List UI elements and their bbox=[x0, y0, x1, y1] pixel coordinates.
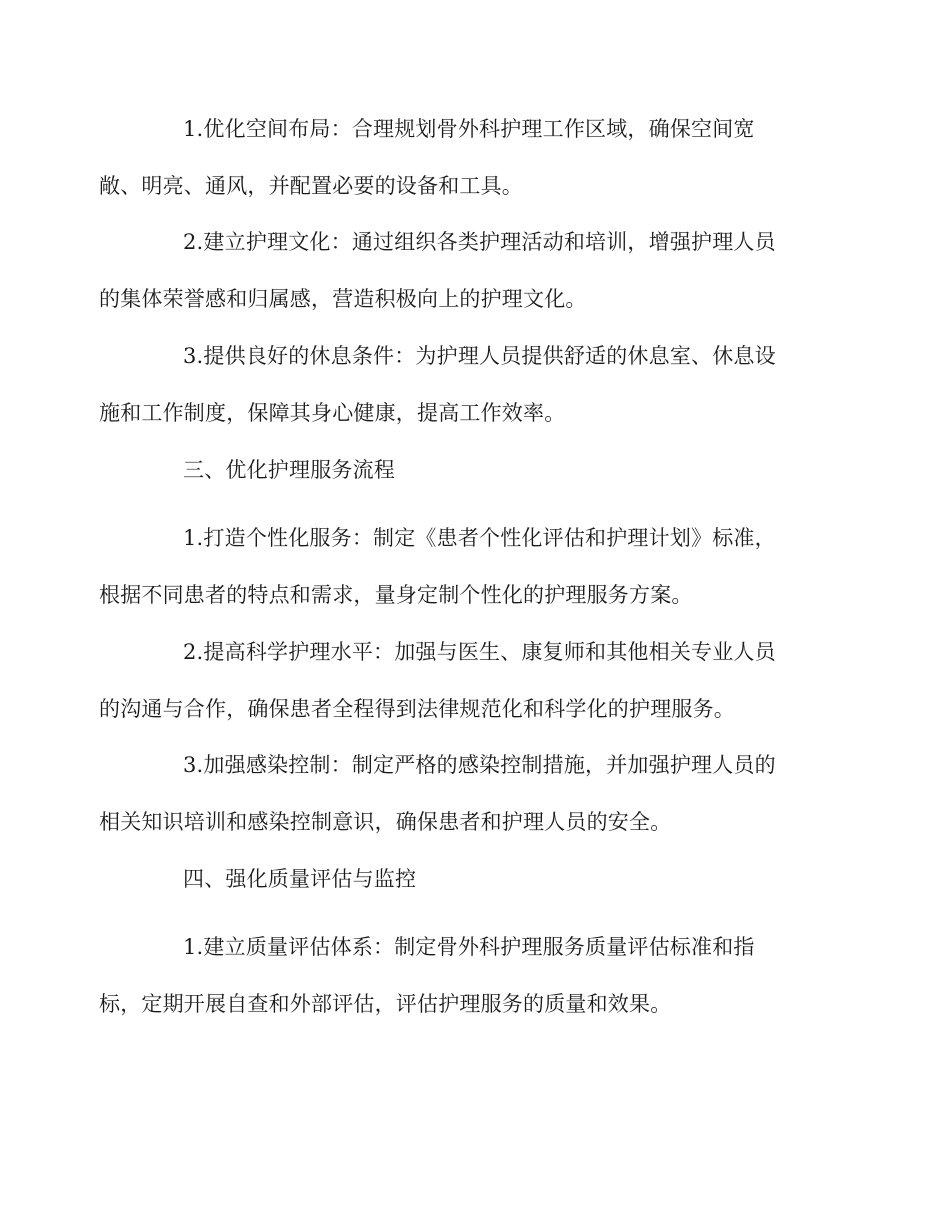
paragraph-line: 敞、明亮、通风，并配置必要的设备和工具。 bbox=[99, 174, 523, 198]
section-heading-4: 四、强化质量评估与监控 bbox=[183, 867, 417, 891]
paragraph-line: 1.建立质量评估体系：制定骨外科护理服务质量评估标准和指 bbox=[183, 935, 755, 959]
paragraph-rest-conditions bbox=[99, 328, 811, 442]
paragraph-line: 的集体荣誉感和归属感，营造积极向上的护理文化。 bbox=[99, 287, 587, 311]
paragraph-nursing-culture bbox=[99, 214, 811, 328]
paragraph-quality-system bbox=[99, 919, 811, 1033]
paragraph-line: 1.优化空间布局：合理规划骨外科护理工作区域，确保空间宽 bbox=[183, 117, 755, 141]
paragraph-scientific-nursing bbox=[99, 624, 811, 738]
paragraph-line: 根据不同患者的特点和需求，量身定制个性化的护理服务方案。 bbox=[99, 583, 693, 607]
paragraph-line: 的沟通与合作，确保患者全程得到法律规范化和科学化的护理服务。 bbox=[99, 697, 735, 721]
paragraph-line: 施和工作制度，保障其身心健康，提高工作效率。 bbox=[99, 401, 566, 425]
paragraph-line: 2.提高科学护理水平：加强与医生、康复师和其他相关专业人员 bbox=[183, 640, 776, 664]
paragraph-line: 标，定期开展自查和外部评估，评估护理服务的质量和效果。 bbox=[99, 992, 672, 1016]
section-heading-3: 三、优化护理服务流程 bbox=[183, 458, 395, 482]
paragraph-optimize-space bbox=[99, 101, 811, 215]
paragraph-line: 3.提供良好的休息条件：为护理人员提供舒适的休息室、休息设 bbox=[183, 344, 776, 368]
paragraph-line: 2.建立护理文化：通过组织各类护理活动和培训，增强护理人员 bbox=[183, 230, 776, 254]
paragraph-personalized-service bbox=[99, 510, 811, 624]
paragraph-line: 1.打造个性化服务：制定《患者个性化评估和护理计划》标准， bbox=[183, 526, 776, 550]
paragraph-line: 相关知识培训和感染控制意识，确保患者和护理人员的安全。 bbox=[99, 810, 672, 834]
paragraph-line: 3.加强感染控制：制定严格的感染控制措施，并加强护理人员的 bbox=[183, 753, 776, 777]
paragraph-infection-control bbox=[99, 737, 811, 851]
